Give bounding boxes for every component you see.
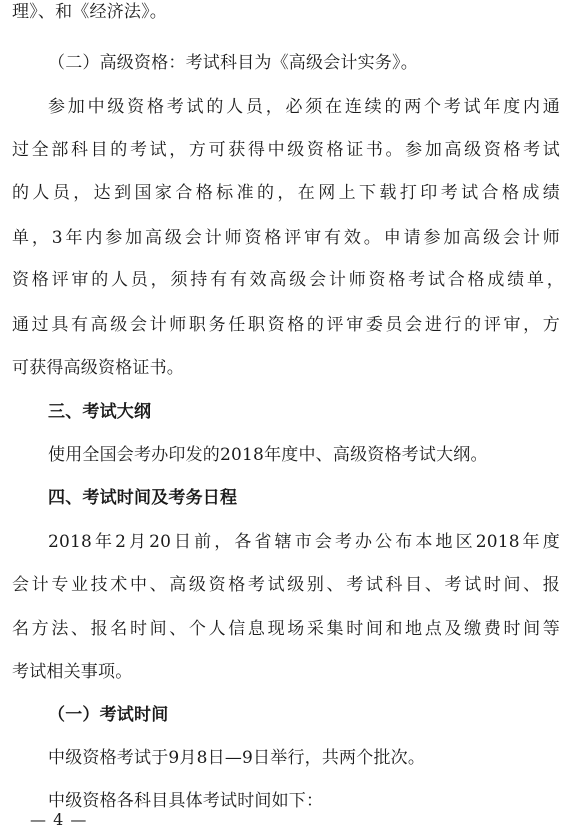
text-line-14: 会计专业技术中、高级资格考试级别、考试科目、考试时间、报 [12, 575, 560, 595]
text-line-2: （二）高级资格：考试科目为《高级会计实务》。 [48, 53, 418, 73]
text-line-4: 过全部科目的考试，方可获得中级资格证书。参加高级资格考试 [12, 140, 560, 160]
text-line-6: 单，3年内参加高级会计师资格评审有效。申请参加高级会计师 [12, 228, 560, 248]
text-line-9: 可获得高级资格证书。 [12, 358, 184, 378]
text-line-18: 中级资格考试于9月8日—9日举行，共两个批次。 [48, 748, 426, 768]
page-number: — 4 — [30, 810, 88, 829]
text-line-5: 的人员，达到国家合格标准的，在网上下载打印考试合格成绩 [12, 183, 560, 203]
text-line-13: 2018年2月20日前，各省辖市会考办公布本地区2018年度 [48, 532, 560, 552]
text-line-15: 名方法、报名时间、个人信息现场采集时间和地点及缴费时间等 [12, 619, 560, 639]
section-heading-4: 四、考试时间及考务日程 [48, 488, 238, 508]
text-line-1: 理》、和《经济法》。 [12, 2, 167, 22]
text-line-7: 资格评审的人员，须持有有效高级会计师资格考试合格成绩单， [12, 270, 564, 290]
section-heading-3: 三、考试大纲 [48, 402, 152, 422]
text-line-19: 中级资格各科目具体考试时间如下： [48, 791, 324, 811]
text-line-8: 通过具有高级会计师职务任职资格的评审委员会进行的评审，方 [12, 315, 560, 335]
text-line-3: 参加中级资格考试的人员，必须在连续的两个考试年度内通 [48, 97, 560, 117]
subsection-heading-1: （一）考试时间 [48, 705, 169, 725]
text-line-16: 考试相关事项。 [12, 662, 133, 682]
text-line-11: 使用全国会考办印发的2018年度中、高级资格考试大纲。 [48, 445, 488, 465]
